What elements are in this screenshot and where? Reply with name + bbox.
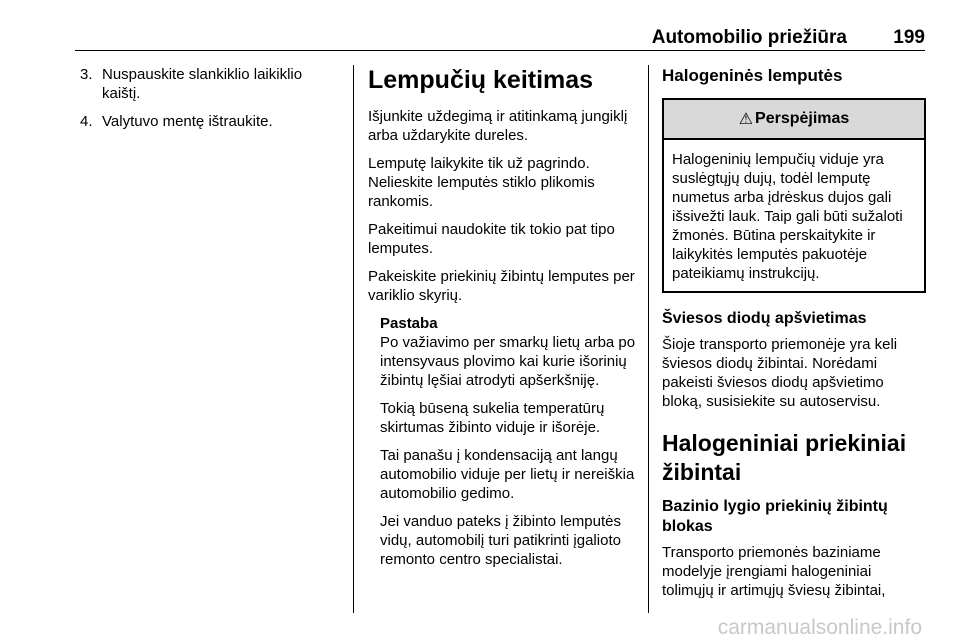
note-block <box>368 314 636 569</box>
note-paragraph: Jei vanduo pateks į žibinto lemputės vidų, automobilį turi patikrinti įgalioto remonto centro specialistai. <box>380 513 621 568</box>
warning-header <box>664 100 924 140</box>
subsection-heading: Bazinio lygio priekinių žibintų blokas <box>662 498 888 535</box>
paragraph: Transporto priemonės baziniame modelyje įrengiami halogeniniai tolimųjų ir artimųjų šviesų žibintai, <box>662 544 886 599</box>
watermark: carmanualsonline.info <box>717 616 922 639</box>
step-item <box>80 112 342 131</box>
note-paragraph: Tai panašu į kondensaciją ant langų automobilio viduje per lietų ir nereiškia automobilio gedimo. <box>380 447 635 502</box>
column-1 <box>80 65 342 140</box>
warning-text: Halogeninių lempučių viduje yra suslėgtųjų dujų, todėl lemputę numetus arba įdrėskus dujos gali išsivežti lauk. Taip gali būti sužaloti žmonės. Būtina perskaitykite ir laikykitės lemputės pakuotėje pateikiamų instrukcijų. <box>672 151 903 282</box>
subsection-heading: Šviesos diodų apšvietimas <box>662 310 867 327</box>
paragraph: Pakeitimui naudokite tik tokio pat tipo lemputes. <box>368 221 615 257</box>
page-number: 199 <box>893 27 925 48</box>
column-2 <box>368 65 636 578</box>
paragraph: Lemputę laikykite tik už pagrindo. Nelieskite lemputės stiklo plikomis rankomis. <box>368 155 595 210</box>
header-title: Automobilio priežiūra <box>651 27 847 48</box>
paragraph: Šioje transporto priemonėje yra keli šviesos diodų žibintai. Norėdami pakeisti šviesos diodų apšvietimo bloką, susisiekite su autoservisu. <box>662 336 898 410</box>
paragraph: Išjunkite uždegimą ir atitinkamą jungiklį arba uždarykite dureles. <box>368 108 628 144</box>
warning-box <box>662 98 926 293</box>
column-3 <box>662 65 926 609</box>
section-heading: Lempučių keitimas <box>368 66 594 94</box>
paragraph: Pakeiskite priekinių žibintų lemputes per variklio skyrių. <box>368 268 635 304</box>
section-heading: Halogeniniai priekiniai žibintai <box>662 430 907 485</box>
step-text: Valytuvo mentę ištraukite. <box>102 113 273 130</box>
step-number: 3. <box>80 66 93 83</box>
step-number: 4. <box>80 113 93 130</box>
step-item <box>80 65 342 103</box>
warning-title: Perspėjimas <box>755 110 850 127</box>
step-text: Nuspauskite slankiklio laikiklio kaištį. <box>102 66 303 102</box>
note-paragraph: Tokią būseną sukelia temperatūrų skirtumas žibinto viduje ir išorėje. <box>380 400 605 436</box>
column-divider <box>648 65 649 613</box>
note-paragraph: Po važiavimo per smarkų lietų arba po intensyvaus plovimo kai kurie išorinių žibintų lęšiai atrodyti apšerkšniję. <box>380 334 636 389</box>
note-title: Pastaba <box>380 315 438 332</box>
column-divider <box>353 65 354 613</box>
warning-icon: ⚠ <box>738 111 754 128</box>
section-heading: Halogeninės lemputės <box>662 66 843 85</box>
page-header <box>75 0 925 51</box>
